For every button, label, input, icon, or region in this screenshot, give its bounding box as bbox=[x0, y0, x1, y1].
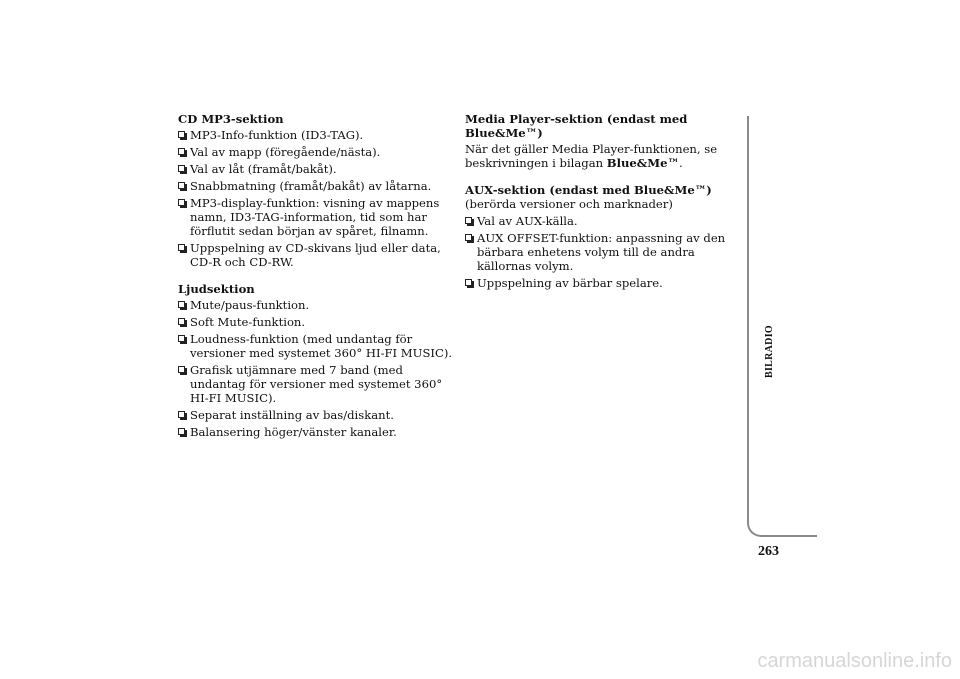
right-column bbox=[465, 112, 740, 303]
list-item-text: Val av AUX-källa. bbox=[477, 214, 578, 228]
watermark: carmanualsonline.info bbox=[757, 650, 952, 672]
page-number: 263 bbox=[758, 544, 779, 559]
list-item-text: MP3-display-funktion: visning av mappens namn, ID3-TAG-information, tid som har förflutit sedan början av spåret, filnamn. bbox=[190, 196, 440, 238]
checkbox-bullet-icon bbox=[178, 244, 185, 251]
page-edge-bracket bbox=[747, 116, 817, 537]
list-item-text: Balansering höger/vänster kanaler. bbox=[190, 425, 397, 439]
sound-section bbox=[178, 282, 453, 439]
cd-mp3-heading: CD MP3-sektion bbox=[178, 112, 284, 126]
list-item bbox=[178, 162, 453, 176]
list-item-text: Val av låt (framåt/bakåt). bbox=[190, 162, 337, 176]
checkbox-bullet-icon bbox=[178, 411, 185, 418]
checkbox-bullet-icon bbox=[178, 318, 185, 325]
media-player-text-end: . bbox=[679, 156, 683, 170]
checkbox-bullet-icon bbox=[465, 217, 472, 224]
checkbox-bullet-icon bbox=[178, 301, 185, 308]
checkbox-bullet-icon bbox=[465, 279, 472, 286]
list-item bbox=[178, 315, 453, 329]
checkbox-bullet-icon bbox=[178, 366, 185, 373]
list-item bbox=[178, 128, 453, 142]
list-item bbox=[465, 231, 740, 273]
list-item-text: Uppspelning av CD-skivans ljud eller data, CD-R och CD-RW. bbox=[190, 241, 441, 269]
list-item bbox=[178, 241, 453, 269]
list-item-text: Snabbmatning (framåt/bakåt) av låtarna. bbox=[190, 179, 432, 193]
list-item bbox=[178, 196, 453, 238]
checkbox-bullet-icon bbox=[178, 335, 185, 342]
checkbox-bullet-icon bbox=[465, 234, 472, 241]
list-item-text: MP3-Info-funktion (ID3-TAG). bbox=[190, 128, 364, 142]
list-item bbox=[178, 408, 453, 422]
aux-list bbox=[465, 214, 740, 290]
list-item-text: Val av mapp (föregående/nästa). bbox=[190, 145, 381, 159]
list-item bbox=[178, 145, 453, 159]
aux-subtext: (berörda versioner och marknader) bbox=[465, 197, 673, 211]
sound-list bbox=[178, 298, 453, 439]
left-column bbox=[178, 112, 453, 452]
media-player-section bbox=[465, 112, 740, 170]
checkbox-bullet-icon bbox=[178, 182, 185, 189]
list-item-text: Mute/paus-funktion. bbox=[190, 298, 310, 312]
list-item-text: Uppspelning av bärbar spelare. bbox=[477, 276, 663, 290]
list-item bbox=[178, 332, 453, 360]
checkbox-bullet-icon bbox=[178, 199, 185, 206]
cd-mp3-list bbox=[178, 128, 453, 269]
media-player-text-part: När det gäller Media Player-funktionen, se beskrivningen i bilagan bbox=[465, 142, 718, 170]
list-item-text: AUX OFFSET-funktion: anpassning av den bärbara enhetens volym till de andra källornas volym. bbox=[477, 231, 726, 273]
section-tab-text: BILRADIO bbox=[764, 325, 775, 378]
list-item-text: Grafisk utjämnare med 7 band (med undantag för versioner med systemet 360° HI-FI MUSIC). bbox=[190, 363, 443, 405]
checkbox-bullet-icon bbox=[178, 165, 185, 172]
media-player-heading: Media Player-sektion (endast med Blue&Me™) bbox=[465, 112, 688, 140]
list-item bbox=[465, 276, 740, 290]
section-tab-label bbox=[764, 325, 778, 378]
media-player-text bbox=[465, 142, 740, 170]
list-item bbox=[178, 179, 453, 193]
sound-heading: Ljudsektion bbox=[178, 282, 255, 296]
list-item bbox=[178, 298, 453, 312]
list-item bbox=[178, 425, 453, 439]
blue-me-reference: Blue&Me™ bbox=[606, 156, 680, 170]
list-item-text: Soft Mute-funktion. bbox=[190, 315, 306, 329]
list-item bbox=[178, 363, 453, 405]
list-item-text: Loudness-funktion (med undantag för versioner med systemet 360° HI-FI MUSIC). bbox=[190, 332, 453, 360]
list-item-text: Separat inställning av bas/diskant. bbox=[190, 408, 394, 422]
checkbox-bullet-icon bbox=[178, 428, 185, 435]
cd-mp3-section bbox=[178, 112, 453, 269]
checkbox-bullet-icon bbox=[178, 148, 185, 155]
aux-section bbox=[465, 183, 740, 290]
checkbox-bullet-icon bbox=[178, 131, 185, 138]
aux-heading: AUX-sektion (endast med Blue&Me™) bbox=[465, 183, 712, 197]
list-item bbox=[465, 214, 740, 228]
